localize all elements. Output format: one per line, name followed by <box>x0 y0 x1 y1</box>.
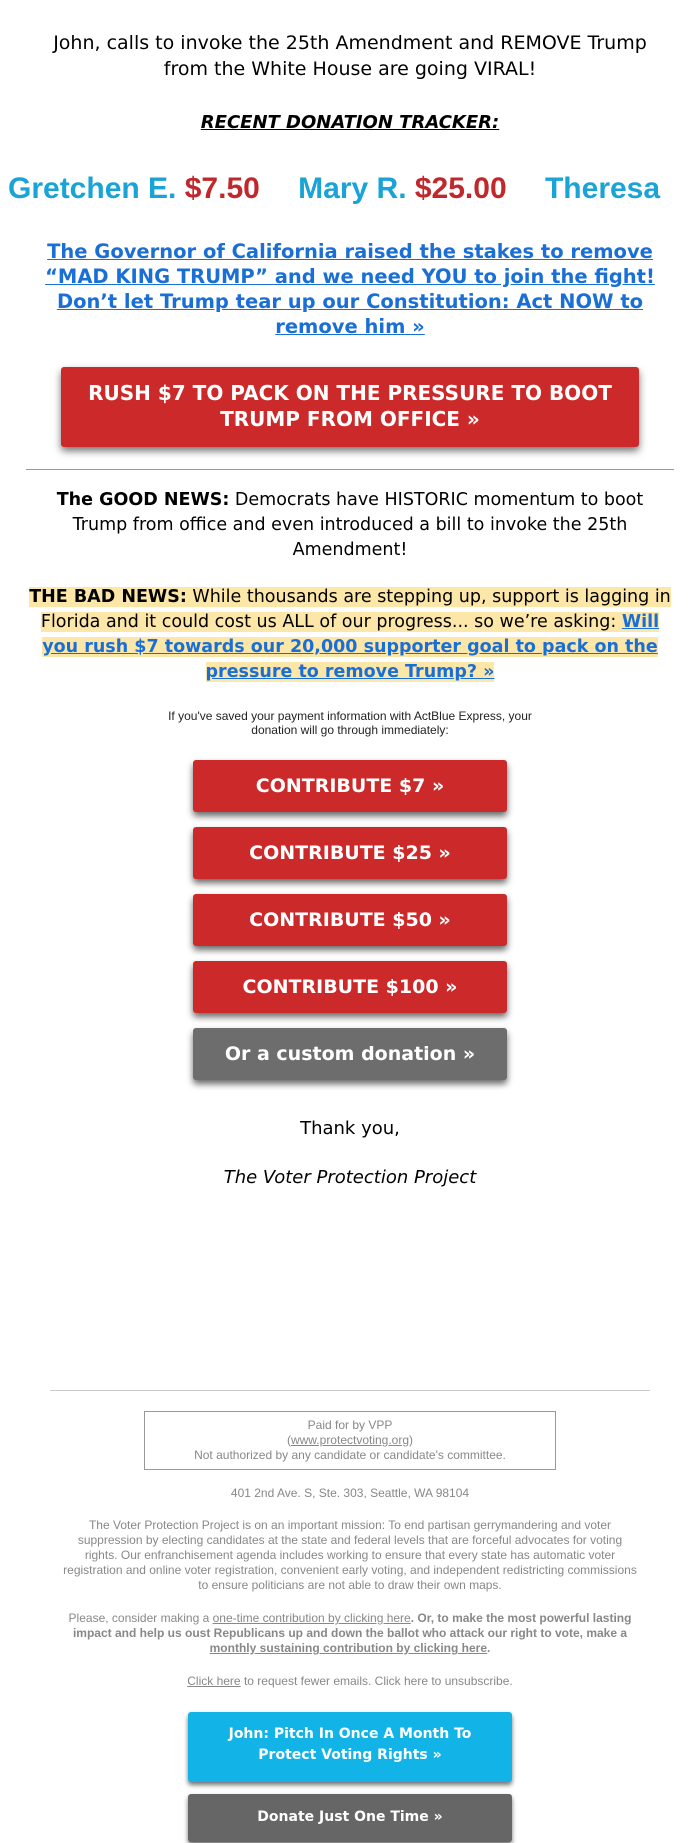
good-news-text: Democrats have HISTORIC momentum to boot Trump from office and even introduced a bill to invoke the 25th Amendment! <box>72 490 644 560</box>
thanks-text: Thank you, <box>300 1118 400 1139</box>
donation-ticker <box>8 167 661 211</box>
contribute-7-button[interactable]: CONTRIBUTE $7 » <box>193 760 507 812</box>
one-time-donate-button[interactable]: Donate Just One Time » <box>188 1794 512 1842</box>
mission-statement: The Voter Protection Project is on an important mission: To end partisan gerrymandering and voter suppression by electing candidates at the state and federal levels that are forceful advocates for voting rights. Our enfranchisement agenda includes working to ensure that every state has automatic voter registration and online voter registration, convenient early voting, and independent redistricting commissions to ensure politicians are not able to draw their own maps. <box>63 1518 637 1592</box>
divider <box>26 469 674 470</box>
website-link[interactable]: www.protectvoting.org <box>290 1433 410 1447</box>
good-news-label: The GOOD NEWS: <box>56 490 230 510</box>
bad-news-label: THE BAD NEWS: <box>29 587 187 607</box>
headline-link[interactable]: The Governor of California raised the stakes to remove “MAD KING TRUMP” and we need YOU to join the fight! Don’t let Trump tear up our Constitution: Act NOW to remove him » <box>45 240 655 338</box>
tracker-title: RECENT DONATION TRACKER: <box>200 112 500 133</box>
rush-link[interactable]: Will you rush $7 towards our 20,000 supporter goal to pack on the pressure to remove Trump? » <box>42 612 660 682</box>
paid-for-text: Paid for by VPP <box>307 1418 393 1432</box>
ticker-amount: $25.00 <box>414 172 507 205</box>
ticker-name: Mary R. <box>298 172 407 205</box>
monthly-donate-button[interactable]: John: Pitch In Once A Month To Protect Voting Rights » <box>188 1712 512 1782</box>
footer-divider <box>50 1390 650 1391</box>
signature: The Voter Protection Project <box>223 1167 477 1188</box>
ticker-name: Gretchen E. <box>8 172 177 205</box>
custom-donation-button[interactable]: Or a custom donation » <box>193 1028 507 1080</box>
contribution-appeal: Please, consider making a one-time contribution by clicking here. Or, to make the most powerful lasting impact and help us oust Republicans up and down the ballot who attack our right to vote, make a monthly sustaining contribution by clicking here. <box>68 1611 632 1655</box>
paid-for-box: Paid for by VPP (www.protectvoting.org) Not authorized by any candidate or candidate's committee. <box>144 1411 556 1470</box>
bad-news-paragraph <box>26 585 674 685</box>
rush-donate-button[interactable]: RUSH $7 TO PACK ON THE PRESSURE TO BOOT TRUMP FROM OFFICE » <box>61 367 639 447</box>
intro-text: John, calls to invoke the 25th Amendment and REMOVE Trump from the White House are going VIRAL! <box>53 32 647 80</box>
ticker-amount: $7.50 <box>184 172 260 205</box>
not-authorized-text: Not authorized by any candidate or candidate's committee. <box>194 1448 506 1462</box>
address: 401 2nd Ave. S, Ste. 303, Seattle, WA 98104 <box>230 1486 470 1500</box>
contribute-50-button[interactable]: CONTRIBUTE $50 » <box>193 894 507 946</box>
unsubscribe-text: Click here to request fewer emails. Click here to unsubscribe. <box>187 1674 513 1688</box>
monthly-link[interactable]: monthly sustaining contribution by clicking here <box>209 1641 487 1655</box>
one-time-link[interactable]: one-time contribution by clicking here <box>212 1611 411 1625</box>
email-body <box>0 30 700 1842</box>
contribute-25-button[interactable]: CONTRIBUTE $25 » <box>193 827 507 879</box>
fewer-emails-link[interactable]: Click here <box>187 1674 241 1688</box>
bad-news-text: While thousands are stepping up, support is lagging in Florida and it could cost us ALL of our progress... so we’re asking: <box>40 587 671 632</box>
ticker-name: Theresa <box>544 172 661 205</box>
contribute-100-button[interactable]: CONTRIBUTE $100 » <box>193 961 507 1013</box>
good-news-paragraph <box>30 488 670 563</box>
actblue-express-note: If you've saved your payment information with ActBlue Express, your donation will go through immediately: <box>168 709 532 737</box>
